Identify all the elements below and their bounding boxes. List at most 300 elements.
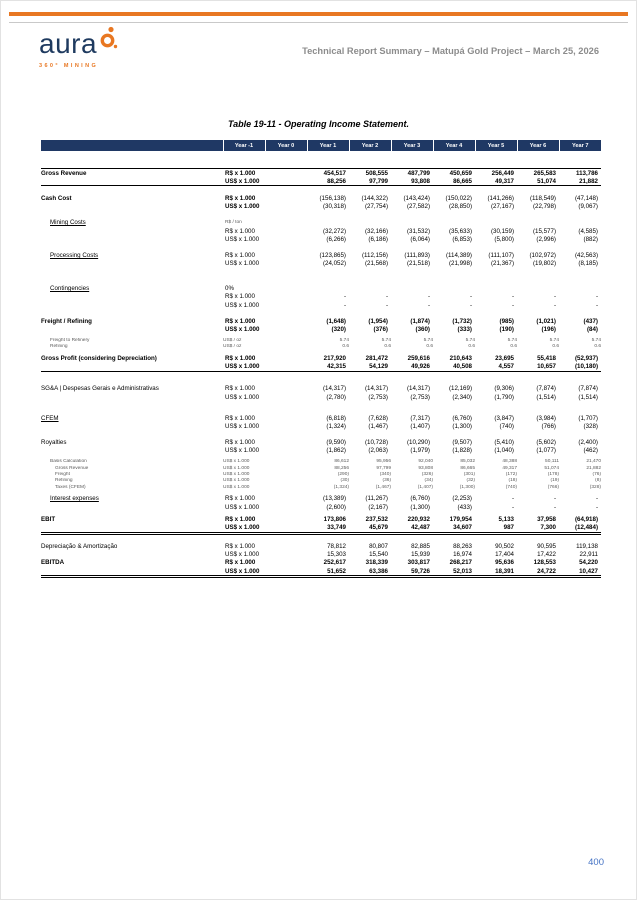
table-cell	[41, 503, 223, 511]
unit-cell: R$ x 1.000	[225, 543, 255, 551]
table-cell: 454,517	[307, 169, 349, 178]
table-cell: -	[595, 293, 598, 301]
table-cell	[265, 285, 307, 293]
table-cell: (1,300)	[452, 422, 472, 430]
table-cell: (3,847)	[494, 414, 514, 422]
table-cell: 85,032	[460, 459, 475, 465]
year-column-header: Year 5	[475, 140, 517, 151]
table-row	[41, 523, 601, 533]
table-cell	[265, 447, 307, 455]
table-cell: (12,169)	[448, 385, 472, 393]
table-cell: (13,389)	[322, 495, 346, 503]
table-cell: (2,996)	[536, 235, 556, 243]
unit-cell: US$ x 1.000	[223, 567, 265, 577]
table-cell	[265, 177, 307, 186]
table-cell: (6,853)	[452, 235, 472, 243]
table-cell: (24,052)	[322, 260, 346, 268]
unit-cell: R$ x 1.000	[225, 439, 255, 447]
table-cell	[41, 243, 601, 251]
table-cell: (12,484)	[559, 523, 601, 533]
table-cell: (1,514)	[536, 393, 556, 401]
table-cell	[475, 219, 517, 227]
table-cell: (21,367)	[490, 260, 514, 268]
table-cell: 86,665	[460, 465, 475, 471]
year-column-header: Year 3	[391, 140, 433, 151]
page-number: 400	[588, 857, 604, 868]
table-cell: (22,798)	[532, 203, 556, 211]
table-cell: 59,726	[391, 567, 433, 577]
header-divider	[9, 22, 628, 23]
table-row	[41, 235, 601, 243]
unit-cell: US$ x 1.000	[225, 503, 260, 511]
table-cell: (32)	[466, 478, 475, 484]
unit-cell: 0%	[225, 285, 234, 293]
table-row	[41, 567, 601, 577]
unit-cell: US$ x 1.000	[223, 459, 250, 465]
table-cell	[41, 447, 223, 455]
table-cell: 0.6	[594, 344, 601, 350]
table-cell: (2,253)	[452, 495, 472, 503]
table-cell	[265, 363, 307, 372]
table-cell: (1,648)	[326, 317, 346, 325]
table-cell: (1,707)	[578, 414, 598, 422]
table-cell: (150,022)	[445, 194, 472, 202]
year-column-header: Year 4	[433, 140, 475, 151]
unit-cell: US$ x 1.000	[225, 301, 260, 309]
table-cell: (30,159)	[490, 227, 514, 235]
table-cell: (112,156)	[361, 251, 388, 259]
table-cell: (1,979)	[410, 447, 430, 455]
unit-cell: R$ x 1.000	[225, 194, 256, 202]
table-row	[41, 559, 601, 567]
table-cell	[265, 203, 307, 211]
table-cell	[265, 169, 307, 178]
table-cell: (143,424)	[403, 194, 430, 202]
table-cell	[41, 559, 223, 567]
table-cell: 95,956	[376, 459, 391, 465]
table-cell: (5,410)	[494, 439, 514, 447]
table-cell	[265, 559, 307, 567]
table-row	[41, 293, 601, 301]
year-column-header: Year 6	[517, 140, 559, 151]
table-cell: (326)	[421, 472, 433, 478]
unit-cell: US$ x 1.000	[225, 260, 260, 268]
table-cell: (32,166)	[364, 227, 388, 235]
unit-cell: US$ x 1.000	[225, 422, 260, 430]
unit-cell: US$ x 1.000	[223, 523, 265, 533]
table-cell: 7,300	[517, 523, 559, 533]
row-label: Processing Costs	[50, 251, 99, 259]
table-corner-cell	[41, 140, 223, 151]
table-cell: (1,300)	[459, 484, 475, 490]
table-cell: (30)	[340, 478, 349, 484]
table-cell: (1,407)	[410, 422, 430, 430]
table-cell: 281,472	[365, 354, 388, 362]
table-row	[41, 447, 601, 455]
table-cell	[265, 439, 307, 447]
table-cell: (36)	[382, 478, 391, 484]
table-row	[41, 251, 601, 259]
report-header-title: Technical Report Summary – Matupá Gold Project – March 25, 2026	[302, 46, 599, 56]
table-cell: 97,799	[376, 465, 391, 471]
table-cell: 508,555	[349, 169, 391, 178]
table-cell: 90,595	[537, 543, 556, 551]
table-cell: (14,317)	[322, 385, 346, 393]
table-cell: 265,583	[517, 169, 559, 178]
table-cell: 173,806	[323, 515, 346, 523]
table-cell	[41, 495, 223, 503]
table-cell: (141,266)	[487, 194, 514, 202]
unit-cell: US$ x 1.000	[225, 551, 260, 559]
table-cell: 5,133	[498, 515, 514, 523]
table-cell: 54,129	[349, 363, 391, 372]
table-cell	[433, 219, 475, 227]
table-cell: (9,590)	[326, 439, 346, 447]
table-cell: (7,874)	[536, 385, 556, 393]
table-cell: (2,340)	[452, 393, 472, 401]
table-cell: (7,874)	[578, 385, 598, 393]
row-label: Gross Revenue	[55, 465, 89, 471]
table-cell: -	[427, 301, 430, 309]
table-cell: 119,138	[576, 543, 598, 551]
unit-cell: R$ x 1.000	[225, 354, 256, 362]
table-cell: (328)	[583, 422, 598, 430]
table-cell	[265, 393, 307, 401]
table-cell: 0.6	[384, 344, 391, 350]
table-row	[41, 317, 601, 325]
table-cell: (766)	[541, 422, 556, 430]
unit-cell: R$ x 1.000	[225, 317, 256, 325]
table-cell	[265, 551, 307, 559]
table-cell: (6,760)	[452, 414, 472, 422]
table-row	[41, 393, 601, 401]
table-cell	[41, 285, 223, 293]
unit-cell: US$ x 1.000	[223, 177, 265, 186]
table-cell	[41, 371, 601, 385]
unit-cell: US$ x 1.000	[225, 447, 260, 455]
table-cell: -	[427, 293, 430, 301]
table-cell	[41, 301, 223, 309]
table-cell: (7,628)	[368, 414, 388, 422]
table-cell: (5,602)	[536, 439, 556, 447]
row-label: EBIT	[41, 515, 56, 523]
table-cell	[41, 354, 223, 362]
table-cell	[41, 293, 223, 301]
table-cell: 90,502	[495, 543, 514, 551]
income-table-body	[41, 151, 601, 577]
table-cell: 268,217	[449, 559, 472, 567]
table-cell: (1,407)	[417, 484, 433, 490]
unit-cell: R$ x 1.000	[225, 495, 255, 503]
table-cell	[41, 543, 223, 551]
table-cell	[41, 203, 223, 211]
table-cell: (8)	[595, 478, 601, 484]
table-cell	[265, 495, 307, 503]
unit-cell: US$ x 1.000	[225, 235, 260, 243]
table-cell: (1,514)	[578, 393, 598, 401]
row-label: Basis Calculation	[50, 459, 87, 465]
row-label: SG&A | Despesas Gerais e Administrativas	[41, 385, 159, 393]
table-cell: (123,865)	[319, 251, 346, 259]
table-cell: 48,388	[502, 459, 517, 465]
table-cell: 113,786	[559, 169, 601, 178]
table-cell: (6,266)	[326, 235, 346, 243]
table-cell: 0.6	[552, 344, 559, 350]
table-cell: (985)	[499, 317, 514, 325]
table-cell: (433)	[457, 503, 472, 511]
table-cell	[41, 219, 223, 227]
table-cell: (178)	[547, 472, 559, 478]
table-cell: 179,954	[449, 515, 472, 523]
row-label: Contingencies	[50, 285, 90, 293]
table-cell: -	[595, 503, 598, 511]
table-cell: (21,998)	[448, 260, 472, 268]
table-cell: 18,391	[475, 567, 517, 577]
table-row	[41, 515, 601, 523]
table-cell: 15,540	[369, 551, 388, 559]
table-cell: 217,920	[323, 354, 346, 362]
table-cell: 54,220	[579, 559, 598, 567]
table-cell	[265, 325, 307, 333]
table-cell	[265, 523, 307, 533]
table-cell: 80,807	[369, 543, 388, 551]
table-cell: (9,067)	[578, 203, 598, 211]
table-cell: (3,984)	[536, 414, 556, 422]
table-cell: (27,167)	[490, 203, 514, 211]
table-cell	[41, 260, 223, 268]
table-cell: 49,317	[475, 177, 517, 186]
table-cell	[41, 268, 601, 285]
table-row	[41, 285, 601, 293]
table-cell: (6,760)	[410, 495, 430, 503]
table-cell: 86,665	[433, 177, 475, 186]
table-row	[41, 301, 601, 309]
table-cell	[307, 285, 349, 293]
table-cell: (190)	[499, 326, 514, 334]
table-cell: 23,695	[495, 354, 514, 362]
table-cell	[265, 543, 307, 551]
table-cell: 210,643	[449, 354, 472, 362]
table-cell: 51,074	[517, 177, 559, 186]
table-cell: (4,585)	[578, 227, 598, 235]
table-cell: 17,404	[495, 551, 514, 559]
unit-cell: US$ x 1.000	[223, 465, 250, 471]
table-cell: (84)	[586, 326, 598, 334]
unit-cell: R$ x 1.000	[225, 515, 256, 523]
row-label: Taxes (CFEM)	[55, 484, 86, 490]
table-cell: 34,607	[433, 523, 475, 533]
table-cell: 24,722	[517, 567, 559, 577]
row-label: Depreciação & Amortização	[41, 543, 118, 551]
table-cell: (2,600)	[326, 503, 346, 511]
table-cell: 33,749	[307, 523, 349, 533]
table-cell: (740)	[505, 484, 517, 490]
year-column-header: Year 0	[265, 140, 307, 151]
table-cell: -	[343, 301, 346, 309]
table-cell: 93,808	[418, 465, 433, 471]
table-cell: (172)	[505, 472, 517, 478]
unit-cell: R$ x 1.000	[225, 559, 256, 567]
table-cell: 92,040	[418, 459, 433, 465]
spacer-row	[41, 431, 601, 439]
table-cell: (2,753)	[368, 393, 388, 401]
table-cell	[265, 567, 307, 577]
table-cell: (76)	[592, 472, 601, 478]
table-cell	[265, 354, 307, 362]
table-cell: (1,021)	[536, 317, 556, 325]
table-cell: 4,557	[475, 363, 517, 372]
table-cell: (111,107)	[488, 251, 514, 259]
table-cell: -	[511, 301, 514, 309]
table-row	[41, 260, 601, 268]
table-row	[41, 219, 601, 227]
table-cell: 86,612	[334, 459, 349, 465]
table-cell: (301)	[463, 472, 475, 478]
spacer-row	[41, 371, 601, 385]
table-cell: (1,828)	[452, 447, 472, 455]
table-cell: (114,389)	[445, 251, 472, 259]
table-cell	[265, 235, 307, 243]
row-label: Mining Costs	[50, 219, 86, 227]
table-cell: 237,532	[365, 515, 388, 523]
table-cell: 78,812	[327, 543, 346, 551]
table-cell	[517, 285, 559, 293]
table-cell	[475, 285, 517, 293]
table-cell: 63,386	[349, 567, 391, 577]
table-cell: (34)	[424, 478, 433, 484]
table-cell	[265, 260, 307, 268]
table-row	[41, 495, 601, 503]
table-cell	[41, 309, 601, 317]
year-column-header: Year 7	[559, 140, 601, 151]
table-cell: 5.74	[339, 338, 349, 344]
row-label: Refining	[50, 344, 68, 350]
table-cell: 21,882	[586, 465, 601, 471]
unit-cell: US$ x 1.000	[225, 393, 260, 401]
table-cell: (5,800)	[494, 235, 514, 243]
table-cell: (1,300)	[410, 503, 430, 511]
table-cell: (10,290)	[406, 439, 430, 447]
spacer-row	[41, 268, 601, 285]
year-column-header: Year -1	[223, 140, 265, 151]
table-cell: -	[553, 495, 556, 503]
table-cell	[41, 431, 601, 439]
table-cell: 0.6	[426, 344, 433, 350]
income-statement-table-container	[41, 140, 601, 578]
table-cell: (2,780)	[326, 393, 346, 401]
table-cell	[41, 177, 223, 186]
table-cell	[349, 219, 391, 227]
table-cell: -	[553, 301, 556, 309]
unit-cell: US$ x 1.000	[223, 472, 250, 478]
table-cell: (8,185)	[578, 260, 598, 268]
unit-cell: US$ x 1.000	[223, 363, 265, 372]
table-cell: (21,568)	[364, 260, 388, 268]
table-cell	[41, 567, 223, 577]
table-cell: 0.6	[510, 344, 517, 350]
row-label: Gross Revenue	[41, 169, 87, 177]
table-cell: (9,306)	[494, 385, 514, 393]
table-cell	[41, 515, 223, 523]
table-cell	[265, 293, 307, 301]
table-row	[41, 551, 601, 559]
table-cell: (1,862)	[326, 447, 346, 455]
table-cell: 95,636	[495, 559, 514, 567]
table-cell: 0.6	[342, 344, 349, 350]
table-cell	[41, 414, 223, 422]
table-cell	[41, 317, 223, 325]
table-cell	[265, 194, 307, 202]
unit-cell: R$ x 1.000	[225, 414, 255, 422]
table-cell	[265, 422, 307, 430]
table-cell: -	[595, 495, 598, 503]
spacer-row	[41, 533, 601, 543]
operating-income-table	[41, 140, 601, 578]
table-cell: 21,470	[586, 459, 601, 465]
table-cell: (102,972)	[529, 251, 556, 259]
table-row	[41, 422, 601, 430]
table-cell: (882)	[583, 235, 598, 243]
table-cell: 15,303	[327, 551, 346, 559]
table-cell	[41, 439, 223, 447]
table-row	[41, 169, 601, 178]
logo-wordmark: aura	[39, 28, 98, 59]
table-cell: (118,549)	[529, 194, 556, 202]
table-cell: -	[553, 503, 556, 511]
table-cell: (28,850)	[448, 203, 472, 211]
table-cell	[559, 285, 601, 293]
table-cell: (18)	[508, 478, 517, 484]
table-cell: 128,553	[533, 559, 556, 567]
table-cell: -	[511, 503, 514, 511]
table-cell: 987	[475, 523, 517, 533]
table-cell	[41, 533, 601, 543]
table-cell: 52,013	[433, 567, 475, 577]
table-cell: (740)	[499, 422, 514, 430]
table-cell	[41, 422, 223, 430]
table-row	[41, 385, 601, 393]
table-cell: (19,802)	[532, 260, 556, 268]
table-cell	[265, 301, 307, 309]
table-cell	[349, 285, 391, 293]
unit-cell: US$ x 1.000	[225, 203, 260, 211]
table-row	[41, 177, 601, 186]
table-cell	[41, 363, 223, 372]
table-cell	[41, 235, 223, 243]
table-cell	[265, 503, 307, 511]
table-cell	[433, 285, 475, 293]
table-header-row	[41, 140, 601, 151]
spacer-row	[41, 243, 601, 251]
table-cell: 15,939	[411, 551, 430, 559]
table-cell	[265, 251, 307, 259]
table-cell	[265, 317, 307, 325]
table-cell: (7,317)	[410, 414, 430, 422]
table-cell: (9,507)	[452, 439, 472, 447]
table-cell: (1,874)	[410, 317, 430, 325]
table-cell: (333)	[457, 326, 472, 334]
table-cell: 17,422	[537, 551, 556, 559]
table-cell: 487,799	[391, 169, 433, 178]
aura-figure-icon	[99, 25, 119, 60]
row-label: Freight / Refining	[41, 317, 92, 325]
table-cell: (52,937)	[574, 354, 598, 362]
table-cell: (31,532)	[406, 227, 430, 235]
table-cell: 82,885	[411, 543, 430, 551]
unit-cell: R$ x 1.000	[225, 251, 255, 259]
table-cell: (144,322)	[361, 194, 388, 202]
table-cell: 93,808	[391, 177, 433, 186]
